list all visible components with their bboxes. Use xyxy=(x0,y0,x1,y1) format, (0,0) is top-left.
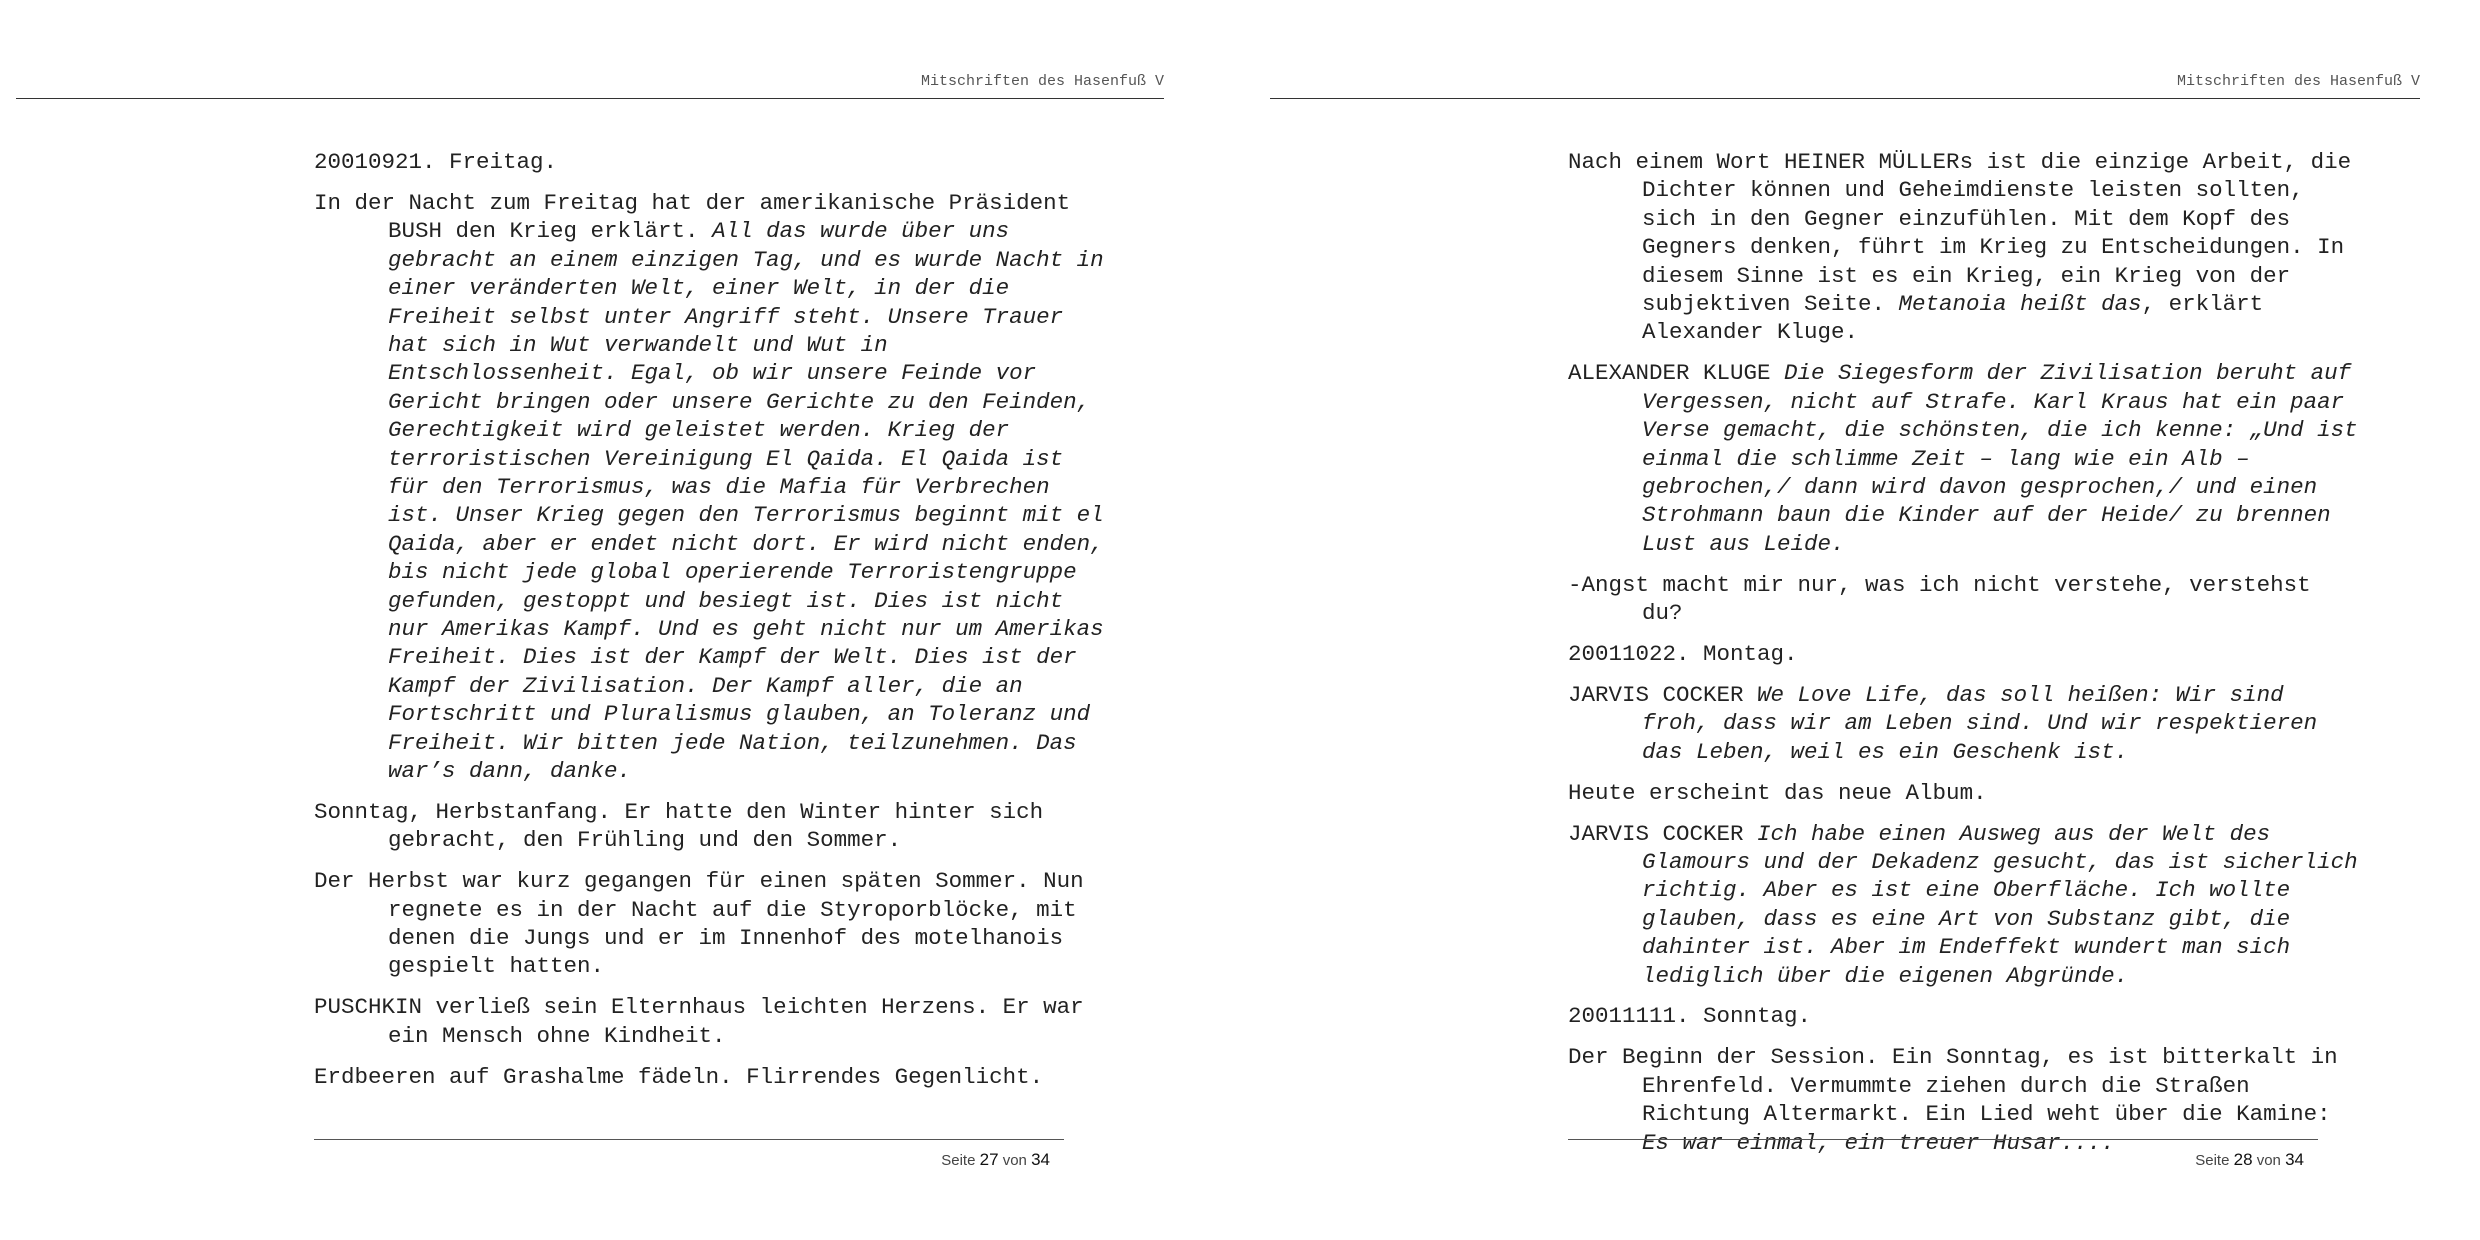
paragraph-text: 20011111. Sonntag. xyxy=(1568,1003,1812,1030)
paragraph-text: JARVIS COCKER xyxy=(1568,820,1758,847)
paragraph-text: JARVIS COCKER xyxy=(1568,681,1758,708)
paragraph xyxy=(1568,779,2358,807)
paragraph-text: , erklärt Alexander Kluge. xyxy=(1642,291,2264,346)
page-body xyxy=(1568,148,2358,1170)
paragraph xyxy=(314,148,1104,176)
footer-von-label: von xyxy=(2256,1152,2281,1169)
paragraph xyxy=(1568,148,2358,347)
footer-von-label: von xyxy=(1002,1152,1027,1169)
paragraph-text: PUSCHKIN verließ sein Elternhaus leichten Herzens. Er war ein Mensch ohne Kindheit. xyxy=(314,994,1084,1049)
paragraph-text: Nach einem Wort HEINER MÜLLERs ist die einzige Arbeit, die Dichter können und Geheimdienste leisten sollten, sich in den Gegner einzufühlen. Mit dem Kopf des Gegners denken, führt im Krieg zu Entscheidungen. In diesem Sinne ist es ein Krieg, ein Krieg von der subjektiven Seite. xyxy=(1568,149,2352,318)
header-rule xyxy=(16,98,1164,99)
paragraph-text: Sonntag, Herbstanfang. Er hatte den Winter hinter sich gebracht, den Frühling und den Sommer. xyxy=(314,798,1044,854)
paragraph-text: Der Beginn der Session. Ein Sonntag, es ist bitterkalt in Ehrenfeld. Vermummte ziehen durch die Straßen Richtung Altermarkt. Ein Lied weht über die Kamine: xyxy=(1568,1044,2338,1128)
total-pages: 34 xyxy=(1031,1150,1050,1169)
paragraph-text: Erdbeeren auf Grashalme fädeln. Flirrendes Gegenlicht. xyxy=(314,1063,1044,1090)
running-head: Mitschriften des Hasenfuß V xyxy=(2176,73,2420,90)
paragraph xyxy=(1568,820,2358,990)
footer-rule xyxy=(1568,1139,2318,1140)
page-body xyxy=(314,148,1104,1104)
header-rule xyxy=(1270,98,2420,99)
paragraph-text: Der Herbst war kurz gegangen für einen späten Sommer. Nun regnete es in der Nacht auf die Styroporblöcke, mit denen die Jungs und er im Innenhof des motelhanois gespielt hatten. xyxy=(314,868,1084,980)
paragraph-text: 20010921. Freitag. xyxy=(314,149,558,175)
paragraph xyxy=(1568,359,2358,558)
footer-seite-label: Seite xyxy=(2195,1152,2230,1169)
paragraph xyxy=(314,867,1104,981)
page-footer xyxy=(1554,1150,2304,1174)
quote-text: Es war einmal, ein treuer Husar.... xyxy=(1642,1129,2115,1156)
quote-text: We Love Life, das soll heißen: Wir sind froh, dass wir am Leben sind. Und wir respektieren das Leben, weil es ein Geschenk ist. xyxy=(1642,681,2318,765)
running-head: Mitschriften des Hasenfuß V xyxy=(920,73,1164,90)
quote-text: Ich habe einen Ausweg aus der Welt des Glamours und der Dekadenz gesucht, das ist sicherlich richtig. Aber es ist eine Oberfläche. Ich wollte glauben, dass es eine Art von Substanz gibt, die dahinter ist. Aber im Endeffekt wundert man sich lediglich über die eigenen Abgründe. xyxy=(1642,820,2358,989)
paragraph xyxy=(1568,1002,2358,1030)
paragraph xyxy=(1568,640,2358,668)
page-28 xyxy=(1240,0,2480,1240)
quote-text: Metanoia heißt das xyxy=(1898,291,2142,318)
page-footer xyxy=(300,1150,1050,1174)
paragraph-text: In der Nacht zum Freitag hat der amerikanische Präsident BUSH den Krieg erklärt. xyxy=(314,189,1071,245)
quote-text: All das wurde über uns gebracht an einem einzigen Tag, und es wurde Nacht in einer veränderten Welt, einer Welt, in der die Freiheit selbst unter Angriff steht. Unsere Trauer hat sich in Wut verwandelt und Wut in Entschlossenheit. Egal, ob wir unsere Feinde vor Gericht bringen oder unsere Gerichte zu den Feinden, Gerechtigkeit wird geleistet werden. Krieg der terroristischen Vereinigung El Qaida. El Qaida ist für den Terrorismus, was die Mafia für Verbrechen ist. Unser Krieg gegen den Terrorismus beginnt mit el Qaida, aber er endet nicht dort. Er wird nicht enden, bis nicht jede global operierende Terroristengruppe gefunden, gestoppt und besiegt ist. Dies ist nicht nur Amerikas Kampf. Und es geht nicht nur um Amerikas Freiheit. Dies ist der Kampf der Welt. Dies ist der Kampf der Zivilisation. Der Kampf aller, die an Fortschritt und Pluralismus glauben, an Toleranz und Freiheit. Wir bitten jede Nation, teilzunehmen. Das war’s dann, danke. xyxy=(388,218,1104,785)
footer-seite-label: Seite xyxy=(941,1152,976,1169)
page-number: 28 xyxy=(2233,1150,2253,1169)
paragraph xyxy=(1568,681,2358,766)
paragraph-text: 20011022. Montag. xyxy=(1568,641,1798,667)
footer-rule xyxy=(314,1139,1064,1140)
paragraph xyxy=(314,798,1104,855)
paragraph xyxy=(314,189,1104,786)
paragraph-text: -Angst macht mir nur, was ich nicht verstehe, verstehst du? xyxy=(1568,571,2311,627)
paragraph xyxy=(314,993,1104,1050)
paragraph xyxy=(314,1063,1104,1091)
paragraph-text: ALEXANDER KLUGE xyxy=(1568,360,1785,387)
paragraph-text: Heute erscheint das neue Album. xyxy=(1568,779,1987,806)
quote-text: Die Siegesform der Zivilisation beruht auf Vergessen, nicht auf Strafe. Karl Kraus hat ein paar Verse gemacht, die schönsten, die ich kenne: „Und ist einmal die schlimme Zeit – lang wie ein Alb – gebrochen,/ dann wird davon gesprochen,/ und einen Strohmann baun die Kinder auf der Heide/ zu brennen Lust aus Leide. xyxy=(1642,360,2358,557)
page-number: 27 xyxy=(979,1150,999,1169)
paragraph xyxy=(1568,571,2358,628)
total-pages: 34 xyxy=(2285,1150,2304,1169)
